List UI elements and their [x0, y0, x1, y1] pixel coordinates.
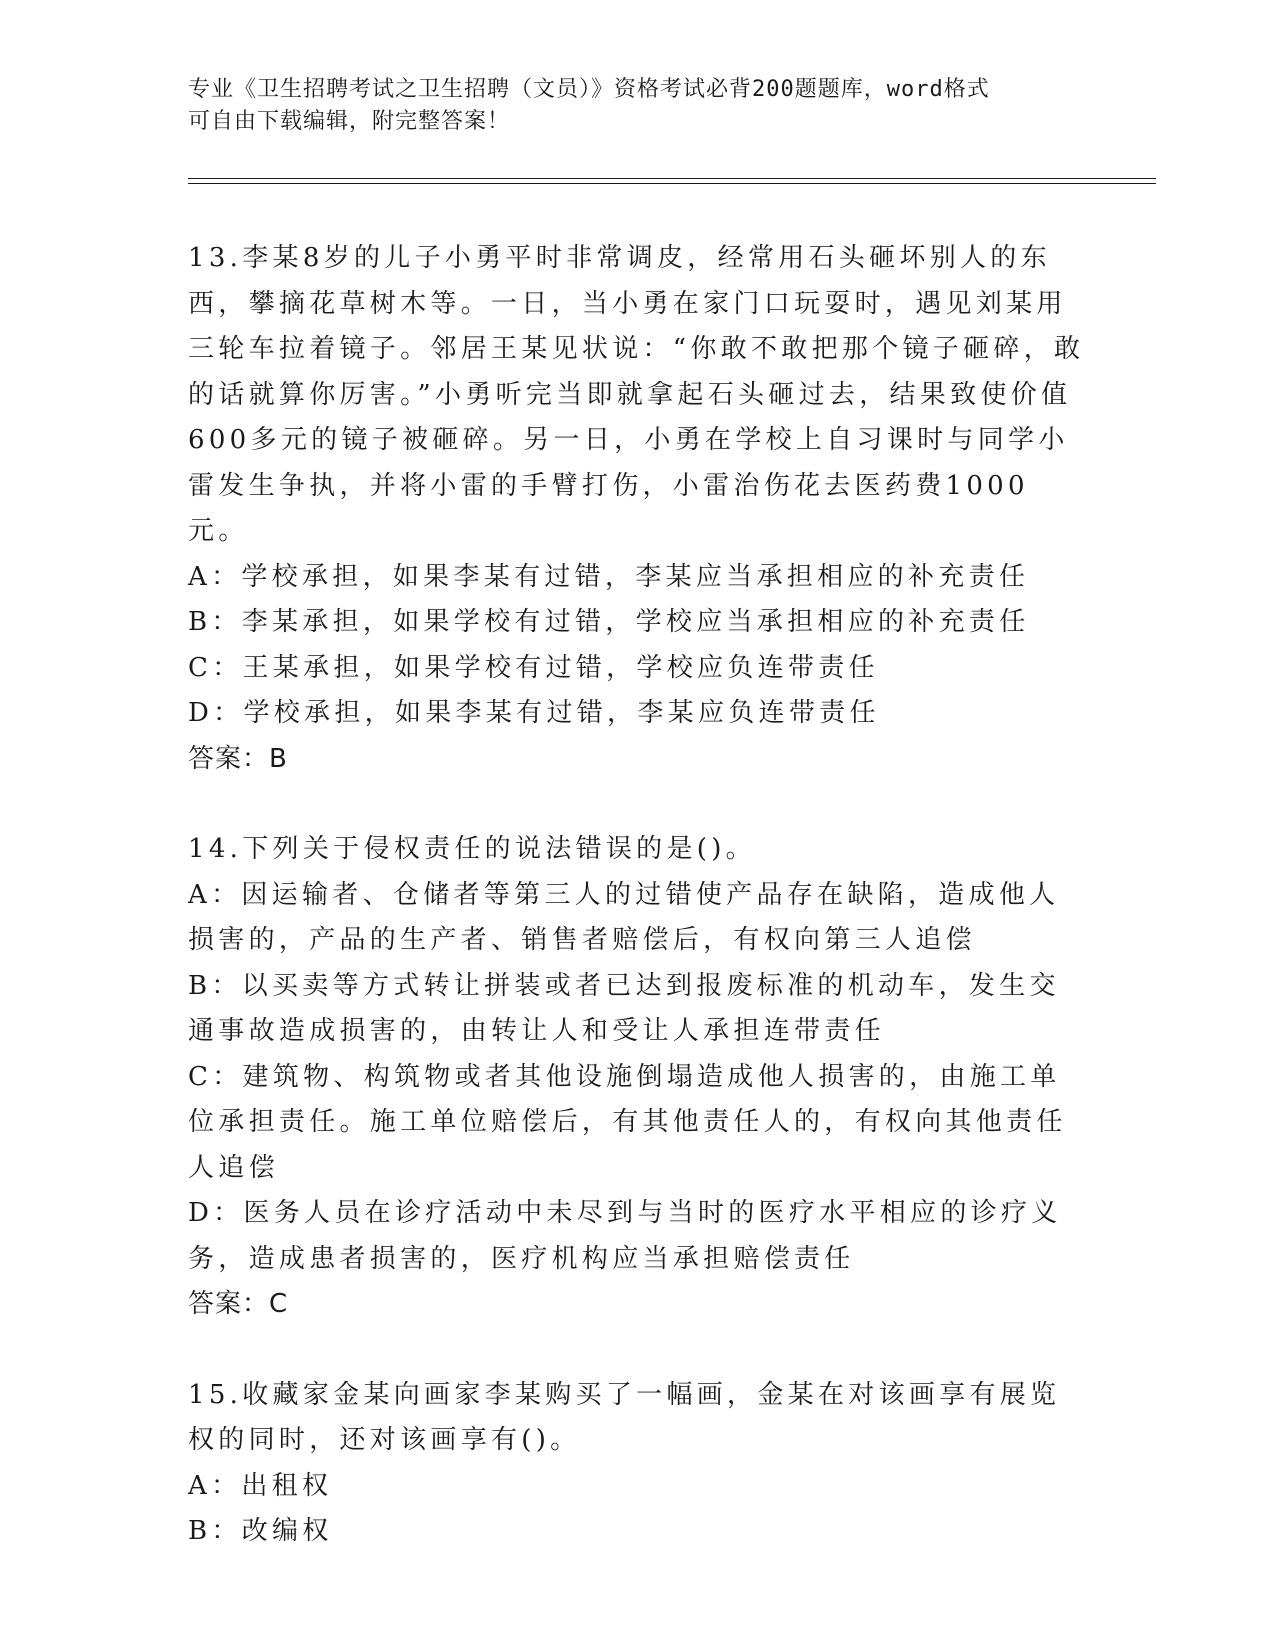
option-a: A：出租权	[188, 1470, 333, 1501]
header-divider-top	[188, 178, 1156, 179]
option-a: A：学校承担，如果李某有过错，李某应当承担相应的补充责任	[188, 561, 1030, 592]
document-header	[188, 74, 1078, 138]
header-divider-bottom	[188, 183, 1156, 184]
option-c: C：王某承担，如果学校有过错，学校应负连带责任	[188, 652, 879, 683]
question-stem: 13.李某8岁的儿子小勇平时非常调皮，经常用石头砸坏别人的东西，攀摘花草树木等。一日，当小勇在家门口玩耍时，遇见刘某用三轮车拉着镜子。邻居王某见状说：“你敢不敢把那个镜子砸碎，敢的话就算你厉害。”小勇听完当即就拿起石头砸过去，结果致使价值600多元的镜子被砸碎。另一日，小勇在学校上自习课时与同学小雷发生争执，并将小雷的手臂打伤，小雷治伤花去医药费1000元。	[188, 243, 1085, 546]
option-d: D：学校承担，如果李某有过错，李某应负连带责任	[188, 698, 880, 728]
header-line-2: 可自由下载编辑，附完整答案！	[188, 109, 511, 134]
option-a: A：因运输者、仓储者等第三人的过错使产品存在缺陷，造成他人损害的，产品的生产者、销售者赔偿后，有权向第三人追偿	[188, 879, 1060, 955]
header-line-1: 专业《卫生招聘考试之卫生招聘（文员）》资格考试必背200题题库，word格式	[188, 77, 990, 102]
question-list	[188, 236, 1088, 1600]
option-d: D：医务人员在诊疗活动中未尽到与当时的医疗水平相应的诊疗义务，造成患者损害的，医疗机构应当承担赔偿责任	[188, 1198, 1062, 1274]
question-stem: 14.下列关于侵权责任的说法错误的是()。	[188, 834, 756, 864]
question-13	[188, 236, 1088, 782]
answer-line: 答案：C	[188, 1289, 289, 1319]
question-15	[188, 1373, 1088, 1555]
question-14	[188, 827, 1088, 1328]
option-c: C：建筑物、构筑物或者其他设施倒塌造成他人损害的，由施工单位承担责任。施工单位赔偿后，有其他责任人的，有权向其他责任人追偿	[188, 1061, 1067, 1183]
option-b: B：以买卖等方式转让拼装或者已达到报废标准的机动车，发生交通事故造成损害的，由转让人和受让人承担连带责任	[188, 970, 1060, 1046]
option-b: B：李某承担，如果学校有过错，学校应当承担相应的补充责任	[188, 607, 1030, 637]
question-stem: 15.收藏家金某向画家李某购买了一幅画，金某在对该画享有展览权的同时，还对该画享有()。	[188, 1379, 1061, 1455]
option-b: B：改编权	[188, 1516, 333, 1546]
answer-line: 答案：B	[188, 743, 288, 774]
